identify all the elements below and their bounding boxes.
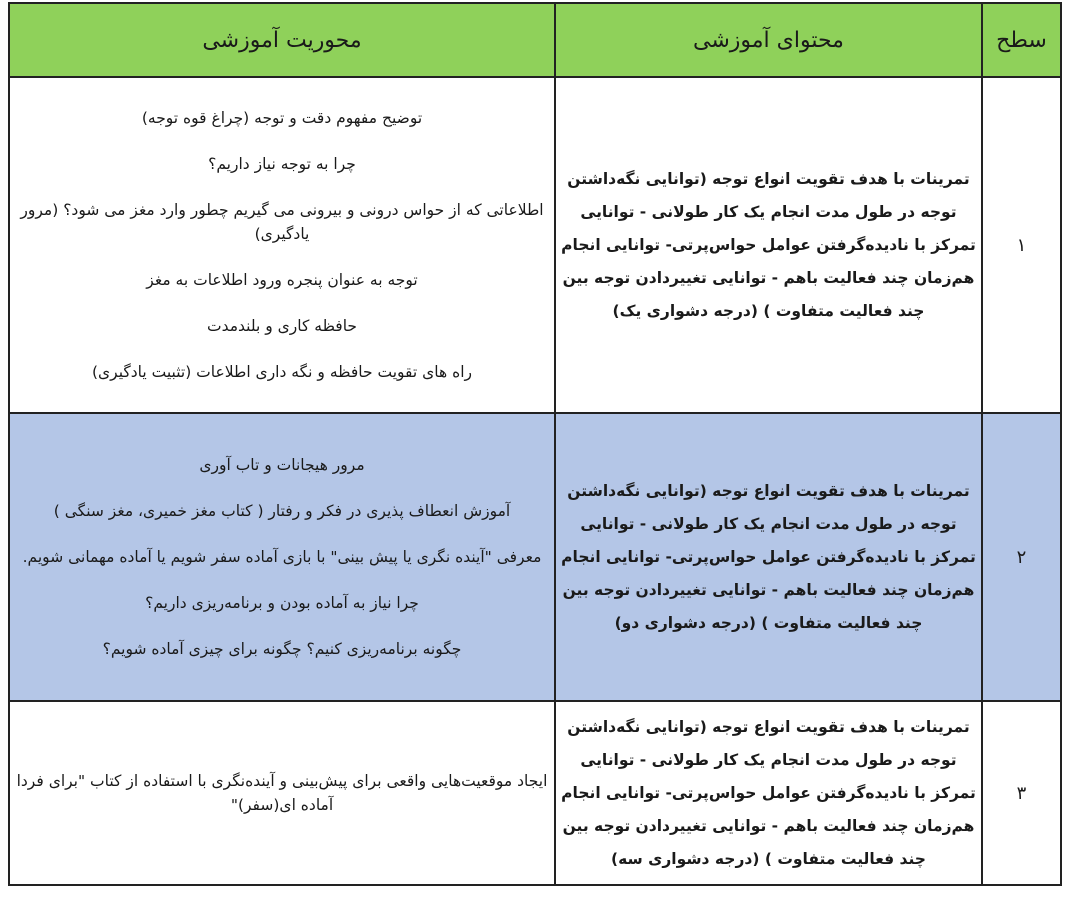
focus-item: معرفی "آینده نگری یا پیش بینی" با بازی آماده سفر شویم یا آماده مهمانی شویم. — [22, 548, 542, 566]
content-cell: تمرینات با هدف تقویت انواع توجه (توانایی نگه‌داشتن توجه در طول مدت انجام یک کار طولانی - توانایی تمرکز با نادیده‌گرفتن عوامل حواس‌پرتی- توانایی انجام هم‌زمان چند فعالیت باهم - توانایی تغییردادن توجه بین چند فعالیت متفاوت ) (درجه دشواری سه) — [555, 701, 982, 885]
focus-item: آموزش انعطاف پذیری در فکر و رفتار ( کتاب مغز خمیری، مغز سنگی ) — [53, 502, 511, 520]
curriculum-table — [8, 2, 1062, 886]
focus-item: چرا نیاز به آماده بودن و برنامه‌ریزی داریم؟ — [145, 594, 419, 612]
focus-item: چرا به توجه نیاز داریم؟ — [208, 155, 356, 173]
focus-cell — [9, 413, 555, 701]
focus-item: اطلاعاتی که از حواس درونی و بیرونی می گیریم چطور وارد مغز می شود؟ (مرور یادگیری) — [20, 201, 544, 243]
focus-item: راه های تقویت حافظه و نگه داری اطلاعات (تثبیت یادگیری) — [91, 363, 472, 381]
focus-item: حافظه کاری و بلندمدت — [206, 317, 357, 335]
focus-cell — [9, 701, 555, 885]
table-row — [9, 701, 1061, 885]
focus-item: چگونه برنامه‌ریزی کنیم؟ چگونه برای چیزی آماده شویم؟ — [102, 640, 462, 658]
level-cell: ۲ — [982, 413, 1061, 701]
focus-item: مرور هیجانات و تاب آوری — [199, 456, 365, 474]
header-content: محتوای آموزشی — [555, 3, 982, 77]
table-row — [9, 413, 1061, 701]
header-focus: محوریت آموزشی — [9, 3, 555, 77]
content-cell: تمرینات با هدف تقویت انواع توجه (توانایی نگه‌داشتن توجه در طول مدت انجام یک کار طولانی - توانایی تمرکز با نادیده‌گرفتن عوامل حواس‌پرتی- توانایی انجام هم‌زمان چند فعالیت باهم - توانایی تغییردادن توجه بین چند فعالیت متفاوت ) (درجه دشواری دو) — [555, 413, 982, 701]
level-cell: ۱ — [982, 77, 1061, 413]
table-row — [9, 77, 1061, 413]
focus-cell — [9, 77, 555, 413]
header-row — [9, 3, 1061, 77]
focus-item: ایجاد موقعیت‌هایی واقعی برای پیش‌بینی و آینده‌نگری با استفاده از کتاب "برای فردا آماده ای(سفر)" — [16, 772, 548, 814]
focus-item: توجه به عنوان پنجره ورود اطلاعات به مغز — [146, 271, 418, 289]
focus-item: توضیح مفهوم دقت و توجه (چراغ قوه توجه) — [141, 109, 423, 127]
header-level: سطح — [982, 3, 1061, 77]
content-cell: تمرینات با هدف تقویت انواع توجه (توانایی نگه‌داشتن توجه در طول مدت انجام یک کار طولانی - توانایی تمرکز با نادیده‌گرفتن عوامل حواس‌پرتی- توانایی انجام هم‌زمان چند فعالیت باهم - توانایی تغییردادن توجه بین چند فعالیت متفاوت ) (درجه دشواری یک) — [555, 77, 982, 413]
level-cell: ۳ — [982, 701, 1061, 885]
